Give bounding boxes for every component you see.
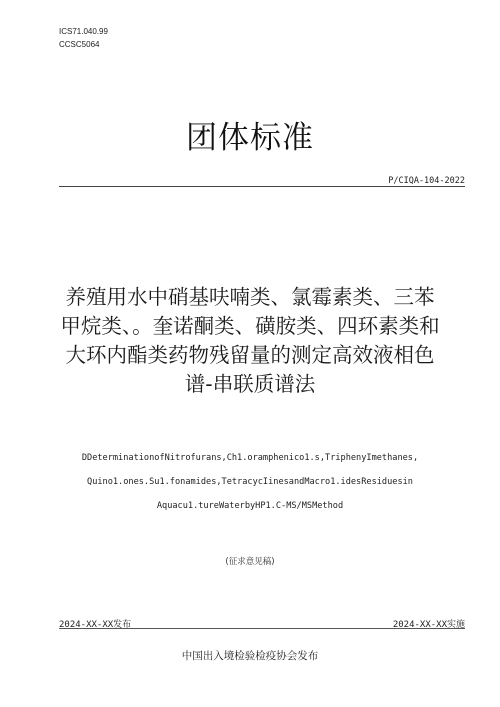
chinese-title-line: 养殖用水中硝基呋喃类、氯霉素类、三苯 [65,285,435,309]
standard-type-title: 团体标准 [186,120,314,156]
english-title-line: Aquacu1.tureWaterbyHP1.C-MS/MSMethod [156,501,344,511]
issuer: 中国出入境检验检疫协会发布 [181,650,319,662]
implement-date: 2024-XX-XX实施 [392,620,465,630]
ics-code: ICS71.040.99 [59,27,108,36]
footer-divider [59,628,465,629]
standard-number: P/CIQA-104-2022 [388,176,465,186]
classification-codes [59,26,108,51]
english-title-line: DDeterminationofNitrofurans,Ch1.oramphenico1.s,TriphenyImethanes, [81,453,419,463]
chinese-title-line: 甲烷类、。奎诺酮类、磺胺类、四环素类和 [60,314,440,338]
ccs-code: CCSC5064 [59,39,100,49]
english-title [30,446,470,518]
chinese-title-line: 谱-串联质谱法 [184,372,316,396]
chinese-title-line: 大环内酯类药物残留量的测定高效液相色 [65,343,435,367]
chinese-title [50,283,450,399]
draft-note: (征求意见稿) [225,557,275,567]
english-title-line: Quino1.ones.Su1.fonamides,TetracycIinesandMacro1.idesResiduesin [87,477,413,487]
header-divider [59,186,465,187]
publish-date: 2024-XX-XX发布 [59,620,132,630]
